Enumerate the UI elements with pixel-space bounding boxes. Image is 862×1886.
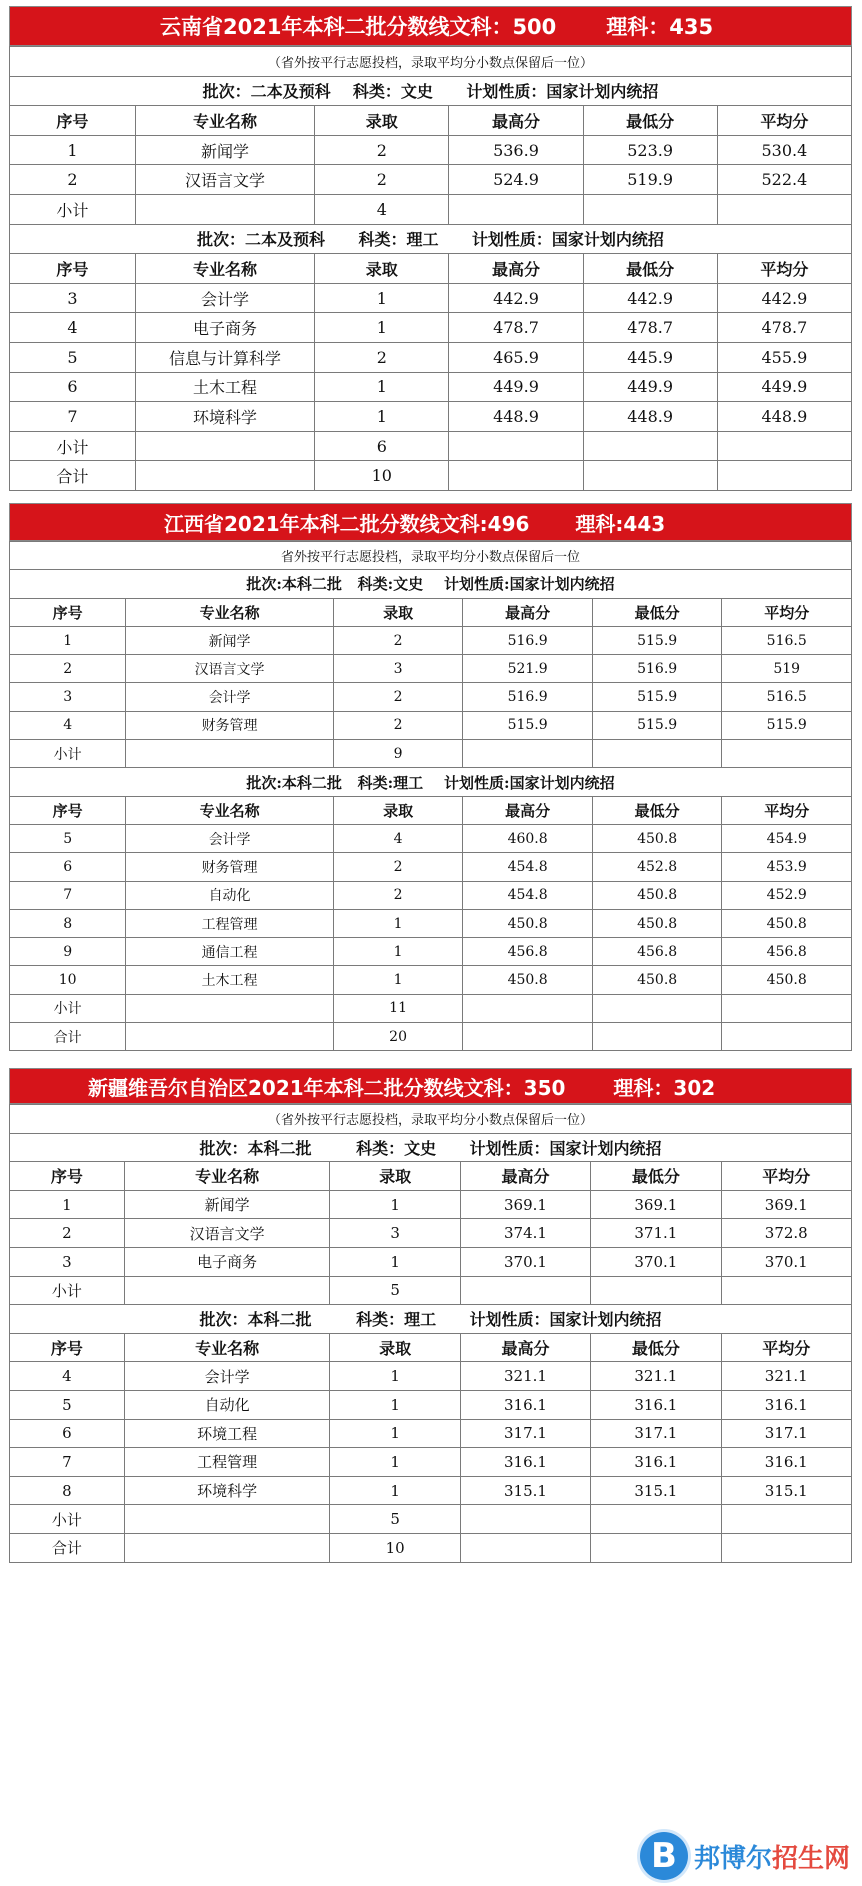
cell: 财务管理 [126, 711, 333, 739]
cell: 315.1 [591, 1476, 721, 1505]
cell: 442.9 [717, 283, 851, 313]
table-row [10, 1219, 852, 1248]
total-value: 10 [330, 1533, 460, 1562]
cell: 516.5 [722, 683, 852, 711]
cell: 456.8 [592, 938, 722, 966]
cell: 452.8 [592, 853, 722, 881]
col-header: 最高分 [463, 598, 593, 626]
cell: 316.1 [460, 1390, 590, 1419]
col-header: 平均分 [722, 598, 852, 626]
table-row [10, 683, 852, 711]
cell: 1 [10, 1190, 125, 1219]
cell: 会计学 [124, 1362, 330, 1391]
col-header: 平均分 [717, 106, 851, 136]
cell: 7 [10, 1448, 125, 1477]
cell: 321.1 [460, 1362, 590, 1391]
cell: 2 [315, 342, 449, 372]
col-header: 最低分 [592, 796, 722, 824]
cell: 321.1 [591, 1362, 721, 1391]
cell: 1 [315, 402, 449, 432]
col-header: 专业名称 [135, 254, 314, 284]
subtotal-label: 小计 [10, 994, 126, 1022]
table-row [10, 165, 852, 195]
cell: 1 [330, 1190, 460, 1219]
cell: 515.9 [592, 683, 722, 711]
cell: 370.1 [591, 1247, 721, 1276]
cell: 财务管理 [126, 853, 333, 881]
cell: 2 [10, 1219, 125, 1248]
cell: 2 [333, 626, 463, 654]
cell: 374.1 [460, 1219, 590, 1248]
cell: 369.1 [591, 1190, 721, 1219]
cell: 371.1 [591, 1219, 721, 1248]
category-label: 科类:文史 [357, 575, 424, 594]
cell: 456.8 [722, 938, 852, 966]
cell: 315.1 [460, 1476, 590, 1505]
table-row [10, 342, 852, 372]
cell: 7 [10, 402, 136, 432]
col-header: 平均分 [721, 1333, 851, 1362]
table-row [10, 853, 852, 881]
col-header: 录取 [330, 1333, 460, 1362]
col-header: 专业名称 [126, 598, 333, 626]
col-header: 专业名称 [126, 796, 333, 824]
cell: 2 [10, 165, 136, 195]
cell: 2 [333, 711, 463, 739]
cell: 1 [333, 909, 463, 937]
col-header: 最低分 [591, 1333, 721, 1362]
total-label: 合计 [10, 1533, 125, 1562]
plan-label: 计划性质：国家计划内统招 [469, 1310, 662, 1330]
table-row [10, 938, 852, 966]
col-header: 序号 [10, 106, 136, 136]
score-table [9, 1104, 852, 1563]
plan-label: 计划性质：国家计划内统招 [466, 82, 659, 102]
cell: 460.8 [463, 824, 593, 852]
cell: 442.9 [449, 283, 583, 313]
table-row [10, 1476, 852, 1505]
province-block-xinjiang [9, 1068, 852, 1563]
cell: 6 [10, 372, 136, 402]
cell: 369.1 [460, 1190, 590, 1219]
col-header: 最高分 [460, 1162, 590, 1191]
plan-label: 计划性质:国家计划内统招 [444, 575, 615, 594]
cell: 3 [10, 683, 126, 711]
header-row [10, 598, 852, 626]
cell: 1 [330, 1390, 460, 1419]
cell: 454.8 [463, 881, 593, 909]
province-title-bar [9, 1068, 852, 1104]
col-header: 最低分 [583, 254, 717, 284]
cell: 环境科学 [124, 1476, 330, 1505]
table-row [10, 909, 852, 937]
col-header: 最高分 [460, 1333, 590, 1362]
cell: 4 [10, 1362, 125, 1391]
watermark-text-main: 邦博尔 [693, 1843, 772, 1874]
cell: 449.9 [583, 372, 717, 402]
cell: 316.1 [591, 1448, 721, 1477]
cell: 1 [330, 1476, 460, 1505]
cell: 工程管理 [126, 909, 333, 937]
cell: 3 [330, 1219, 460, 1248]
cell: 4 [10, 711, 126, 739]
cell: 448.9 [449, 402, 583, 432]
header-row [10, 1162, 852, 1191]
col-header: 录取 [333, 598, 463, 626]
col-header: 序号 [10, 254, 136, 284]
subtotal-label: 小计 [10, 740, 126, 768]
cell: 370.1 [460, 1247, 590, 1276]
table-row [10, 1362, 852, 1391]
table-row [10, 1448, 852, 1477]
cell: 电子商务 [124, 1247, 330, 1276]
cell: 2 [333, 683, 463, 711]
cell: 516.9 [592, 655, 722, 683]
cell: 515.9 [463, 711, 593, 739]
cell: 环境工程 [124, 1419, 330, 1448]
col-header: 序号 [10, 1162, 125, 1191]
cell: 317.1 [721, 1419, 851, 1448]
header-row [10, 796, 852, 824]
batch-label: 批次：二本及预科 [197, 230, 326, 250]
cell: 2 [333, 853, 463, 881]
cell: 317.1 [591, 1419, 721, 1448]
cell: 515.9 [592, 626, 722, 654]
cell: 5 [10, 1390, 125, 1419]
cell: 4 [10, 313, 136, 343]
cell: 465.9 [449, 342, 583, 372]
cell: 450.8 [592, 824, 722, 852]
table-row [10, 824, 852, 852]
header-row [10, 1333, 852, 1362]
plan-label: 计划性质：国家计划内统招 [469, 1138, 662, 1158]
cell: 316.1 [721, 1448, 851, 1477]
total-label: 合计 [10, 1023, 126, 1051]
cell: 456.8 [463, 938, 593, 966]
table-row [10, 626, 852, 654]
cell: 450.8 [463, 909, 593, 937]
cell: 1 [10, 135, 136, 165]
subtotal-value: 5 [330, 1276, 460, 1305]
table-row [10, 711, 852, 739]
category-label: 科类：理工 [358, 230, 439, 250]
subtotal-row [10, 740, 852, 768]
cell: 478.7 [717, 313, 851, 343]
score-table [9, 46, 852, 491]
cell: 454.8 [463, 853, 593, 881]
cell: 315.1 [721, 1476, 851, 1505]
subtotal-row [10, 1505, 852, 1534]
col-header: 序号 [10, 598, 126, 626]
plan-label: 计划性质:国家计划内统招 [444, 773, 615, 792]
cell: 450.8 [463, 966, 593, 994]
cell: 516.9 [463, 626, 593, 654]
subtotal-value: 4 [315, 194, 449, 224]
cell: 454.9 [722, 824, 852, 852]
subtotal-row [10, 994, 852, 1022]
col-header: 录取 [333, 796, 463, 824]
col-header: 最高分 [463, 796, 593, 824]
col-header: 专业名称 [135, 106, 314, 136]
batch-row [10, 570, 852, 598]
cell: 5 [10, 824, 126, 852]
category-label: 科类：理工 [356, 1310, 437, 1330]
batch-label: 批次：二本及预科 [202, 82, 331, 102]
batch-row [10, 224, 852, 254]
cell: 452.9 [722, 881, 852, 909]
subtotal-value: 9 [333, 740, 463, 768]
cell: 3 [333, 655, 463, 683]
cell: 372.8 [721, 1219, 851, 1248]
table-row [10, 655, 852, 683]
cell: 3 [10, 283, 136, 313]
cell: 6 [10, 1419, 125, 1448]
cell: 316.1 [591, 1390, 721, 1419]
subtotal-row [10, 194, 852, 224]
subtotal-label: 小计 [10, 431, 136, 461]
cell: 536.9 [449, 135, 583, 165]
cell: 会计学 [126, 824, 333, 852]
table-row [10, 402, 852, 432]
cell: 环境科学 [135, 402, 314, 432]
col-header: 录取 [315, 254, 449, 284]
cell: 1 [333, 966, 463, 994]
col-header: 专业名称 [124, 1333, 330, 1362]
cell: 7 [10, 881, 126, 909]
table-row [10, 313, 852, 343]
cell: 321.1 [721, 1362, 851, 1391]
batch-label: 批次：本科二批 [199, 1310, 312, 1330]
cell: 自动化 [126, 881, 333, 909]
cell: 汉语言文学 [126, 655, 333, 683]
cell: 3 [10, 1247, 125, 1276]
cell: 442.9 [583, 283, 717, 313]
cell: 1 [315, 283, 449, 313]
cell: 8 [10, 1476, 125, 1505]
cell: 522.4 [717, 165, 851, 195]
table-row [10, 372, 852, 402]
batch-row [10, 1133, 852, 1162]
cell: 316.1 [721, 1390, 851, 1419]
col-header: 最低分 [591, 1162, 721, 1191]
cell: 450.8 [722, 909, 852, 937]
cell: 土木工程 [126, 966, 333, 994]
cell: 新闻学 [126, 626, 333, 654]
col-header: 平均分 [722, 796, 852, 824]
cell: 316.1 [460, 1448, 590, 1477]
cell: 448.9 [583, 402, 717, 432]
cell: 2 [315, 135, 449, 165]
subtotal-row [10, 1276, 852, 1305]
col-header: 录取 [330, 1162, 460, 1191]
cell: 自动化 [124, 1390, 330, 1419]
col-header: 最高分 [449, 106, 583, 136]
cell: 1 [330, 1419, 460, 1448]
header-row [10, 254, 852, 284]
batch-label: 批次：本科二批 [199, 1138, 312, 1158]
note-text: （省外按平行志愿投档，录取平均分小数点保留后一位） [10, 1105, 852, 1134]
table-row [10, 1247, 852, 1276]
cell: 450.8 [722, 966, 852, 994]
cell: 4 [333, 824, 463, 852]
table-row [10, 135, 852, 165]
total-value: 10 [315, 461, 449, 491]
cell: 449.9 [449, 372, 583, 402]
subtotal-value: 6 [315, 431, 449, 461]
col-header: 录取 [315, 106, 449, 136]
cell: 521.9 [463, 655, 593, 683]
cell: 478.7 [449, 313, 583, 343]
subtotal-label: 小计 [10, 194, 136, 224]
col-header: 平均分 [717, 254, 851, 284]
col-header: 最低分 [592, 598, 722, 626]
score-table [9, 541, 852, 1051]
province-block-jiangxi [9, 503, 852, 1051]
cell: 448.9 [717, 402, 851, 432]
cell: 2 [315, 165, 449, 195]
cell: 369.1 [721, 1190, 851, 1219]
total-row [10, 1533, 852, 1562]
cell: 453.9 [722, 853, 852, 881]
table-row [10, 1390, 852, 1419]
col-header: 平均分 [721, 1162, 851, 1191]
watermark-text [694, 1838, 850, 1875]
subtotal-value: 11 [333, 994, 463, 1022]
batch-label: 批次:本科二批 [246, 773, 342, 792]
note-text: （省外按平行志愿投档，录取平均分小数点保留后一位） [10, 47, 852, 77]
cell: 8 [10, 909, 126, 937]
cell: 2 [333, 881, 463, 909]
col-header: 序号 [10, 1333, 125, 1362]
cell: 445.9 [583, 342, 717, 372]
cell: 1 [10, 626, 126, 654]
site-watermark [640, 1832, 850, 1880]
watermark-text-accent: 招生网 [771, 1843, 850, 1874]
subtotal-label: 小计 [10, 1505, 125, 1534]
province-title-bar [9, 6, 852, 46]
cell: 新闻学 [135, 135, 314, 165]
cell: 530.4 [717, 135, 851, 165]
province-title-bar [9, 503, 852, 541]
cell: 450.8 [592, 909, 722, 937]
cell: 5 [10, 342, 136, 372]
batch-row [10, 768, 852, 796]
cell: 工程管理 [124, 1448, 330, 1477]
col-header: 最高分 [449, 254, 583, 284]
cell: 信息与计算科学 [135, 342, 314, 372]
cell: 土木工程 [135, 372, 314, 402]
watermark-logo-icon: B [640, 1832, 688, 1880]
batch-row [10, 1305, 852, 1334]
title-science-line: 理科:443 [575, 511, 666, 536]
cell: 9 [10, 938, 126, 966]
col-header: 专业名称 [124, 1162, 330, 1191]
col-header: 最低分 [583, 106, 717, 136]
cell: 516.9 [463, 683, 593, 711]
cell: 523.9 [583, 135, 717, 165]
cell: 519.9 [583, 165, 717, 195]
batch-row [10, 76, 852, 106]
subtotal-label: 小计 [10, 1276, 125, 1305]
cell: 新闻学 [124, 1190, 330, 1219]
title-arts-line: 江西省2021年本科二批分数线文科:496 [164, 511, 530, 536]
table-row [10, 966, 852, 994]
col-header: 序号 [10, 796, 126, 824]
category-label: 科类:理工 [357, 773, 424, 792]
cell: 515.9 [722, 711, 852, 739]
total-row [10, 1023, 852, 1051]
cell: 会计学 [135, 283, 314, 313]
cell: 450.8 [592, 881, 722, 909]
category-label: 科类：文史 [352, 82, 433, 102]
cell: 2 [10, 655, 126, 683]
cell: 516.5 [722, 626, 852, 654]
subtotal-value: 5 [330, 1505, 460, 1534]
cell: 6 [10, 853, 126, 881]
subtotal-row [10, 431, 852, 461]
header-row [10, 106, 852, 136]
cell: 524.9 [449, 165, 583, 195]
cell: 汉语言文学 [124, 1219, 330, 1248]
province-block-yunnan [9, 6, 852, 491]
cell: 1 [330, 1448, 460, 1477]
total-row [10, 461, 852, 491]
cell: 1 [333, 938, 463, 966]
cell: 汉语言文学 [135, 165, 314, 195]
cell: 1 [315, 313, 449, 343]
title-science-line: 理科：302 [613, 1075, 716, 1100]
note-text: 省外按平行志愿投档，录取平均分小数点保留后一位 [10, 542, 852, 570]
cell: 370.1 [721, 1247, 851, 1276]
cell: 通信工程 [126, 938, 333, 966]
cell: 478.7 [583, 313, 717, 343]
cell: 455.9 [717, 342, 851, 372]
cell: 515.9 [592, 711, 722, 739]
table-row [10, 1419, 852, 1448]
plan-label: 计划性质：国家计划内统招 [471, 230, 664, 250]
category-label: 科类：文史 [356, 1138, 437, 1158]
table-row [10, 1190, 852, 1219]
cell: 519 [722, 655, 852, 683]
title-arts-line: 新疆维吾尔自治区2021年本科二批分数线文科：350 [88, 1075, 566, 1100]
title-arts-line: 云南省2021年本科二批分数线文科：500 [160, 15, 557, 39]
table-row [10, 881, 852, 909]
title-science-line: 理科：435 [606, 15, 714, 39]
cell: 1 [330, 1362, 460, 1391]
cell: 449.9 [717, 372, 851, 402]
cell: 10 [10, 966, 126, 994]
cell: 1 [315, 372, 449, 402]
total-label: 合计 [10, 461, 136, 491]
total-value: 20 [333, 1023, 463, 1051]
cell: 317.1 [460, 1419, 590, 1448]
cell: 会计学 [126, 683, 333, 711]
cell: 1 [330, 1247, 460, 1276]
cell: 450.8 [592, 966, 722, 994]
batch-label: 批次:本科二批 [246, 575, 342, 594]
cell: 电子商务 [135, 313, 314, 343]
table-row [10, 283, 852, 313]
